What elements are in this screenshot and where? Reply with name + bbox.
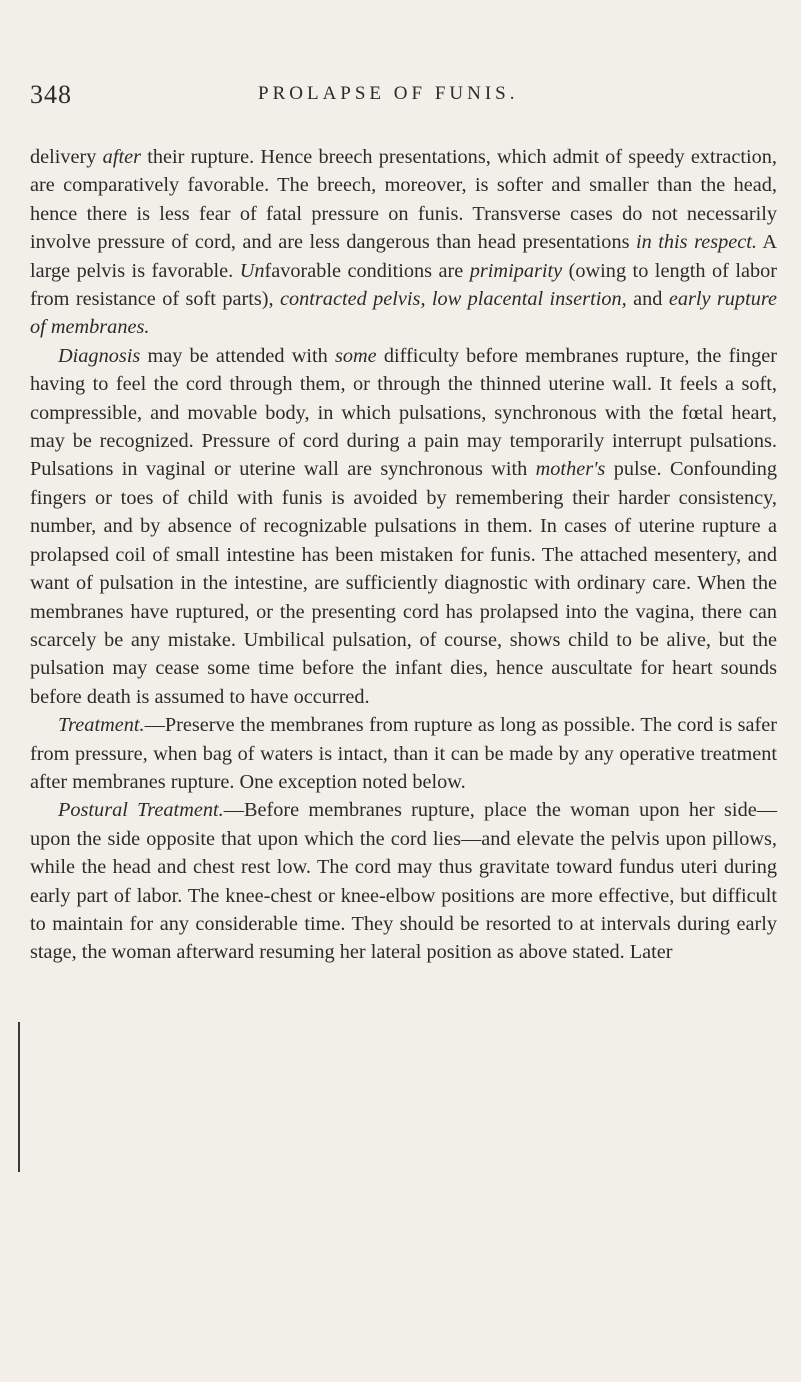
italic-run: contracted pelvis, low placental insertion, — [280, 288, 627, 311]
italic-run: after — [102, 146, 141, 168]
italic-run: primiparity — [469, 259, 563, 282]
italic-run: mother's — [535, 458, 606, 481]
text-run: A large pelvis is favorable. — [30, 231, 777, 282]
paragraph-prognosis-continued — [30, 143, 777, 342]
italic-run: in this respect. — [635, 231, 757, 254]
page-number: 348 — [30, 80, 72, 109]
text-run: pulse. Confounding fingers or toes of child with funis is avoided by remembering their harder consistency, number, and by absence of recognizable pulsations in them. In cases of uterine rupture a prolapsed coil of small intestine has been mistaken for funis. The attached mesentery, and want of pulsation in the intestine, are sufficiently diagnostic with ordinary care. When the membranes have ruptured, or the presenting cord has prolapsed into the vagina, there can scarcely be any mistake. Umbilical pulsation, of course, shows child to be alive, but the pulsation may cease some time before the infant dies, hence auscultate for heart sounds before death is assumed to have occurred. — [30, 458, 777, 708]
body-text — [30, 143, 777, 967]
text-run: may be attended with — [140, 344, 335, 367]
margin-pencil-mark — [18, 1022, 20, 1172]
italic-run: Postural Treatment. — [58, 799, 224, 822]
text-run: (owing to length of labor from resistance of soft parts), — [30, 259, 778, 311]
text-run: difficulty before membranes rupture, the finger having to feel the cord through them, or through the thinned uterine wall. It feels a soft, compressible, and movable body, in which pulsations, synchronous with the fœtal heart, may be recognized. Pressure of cord during a pain may temporarily interrupt pulsations. Pulsations in vaginal or uterine wall are synchronous with — [30, 344, 777, 481]
paragraph-treatment — [30, 711, 777, 796]
text-run: —Before membranes rupture, place the woman upon her side—upon the side opposite that upon which the cord lies—and elevate the pelvis upon pillows, while the head and chest rest low. The cord may thus gravitate toward fundus uteri during early part of labor. The knee-chest or knee-elbow positions are more effective, but difficult to maintain for any considerable time. They should be resorted to at intervals during early stage, the woman afterward resuming her lateral position as above stated. Later — [30, 799, 777, 964]
italic-run: Un — [239, 259, 265, 282]
paragraph-postural-treatment — [30, 796, 777, 966]
paragraph-diagnosis — [30, 342, 777, 711]
page-header — [30, 80, 775, 112]
italic-run: Diagnosis — [58, 344, 141, 367]
text-run: —Preserve the membranes from rupture as long as possible. The cord is safer from pressure, when bag of waters is intact, than it can be made by any operative treatment after membranes rupture. One exception noted below. — [30, 714, 777, 793]
text-run: their rupture. Hence breech presentations, which admit of speedy extraction, are comparatively favorable. The breech, moreover, is softer and smaller than the head, hence there is less fear of fatal pressure on funis. Transverse cases do not necessarily involve pressure of cord, and are less dangerous than head presentations — [30, 146, 777, 254]
text-run: delivery — [30, 146, 103, 168]
italic-run: early rupture of membranes. — [30, 288, 777, 339]
text-run: favorable conditions are — [264, 259, 470, 282]
italic-run: Treatment. — [58, 714, 145, 737]
text-run: and — [626, 288, 669, 311]
running-head: PROLAPSE OF FUNIS. — [258, 83, 519, 104]
italic-run: some — [335, 344, 377, 367]
